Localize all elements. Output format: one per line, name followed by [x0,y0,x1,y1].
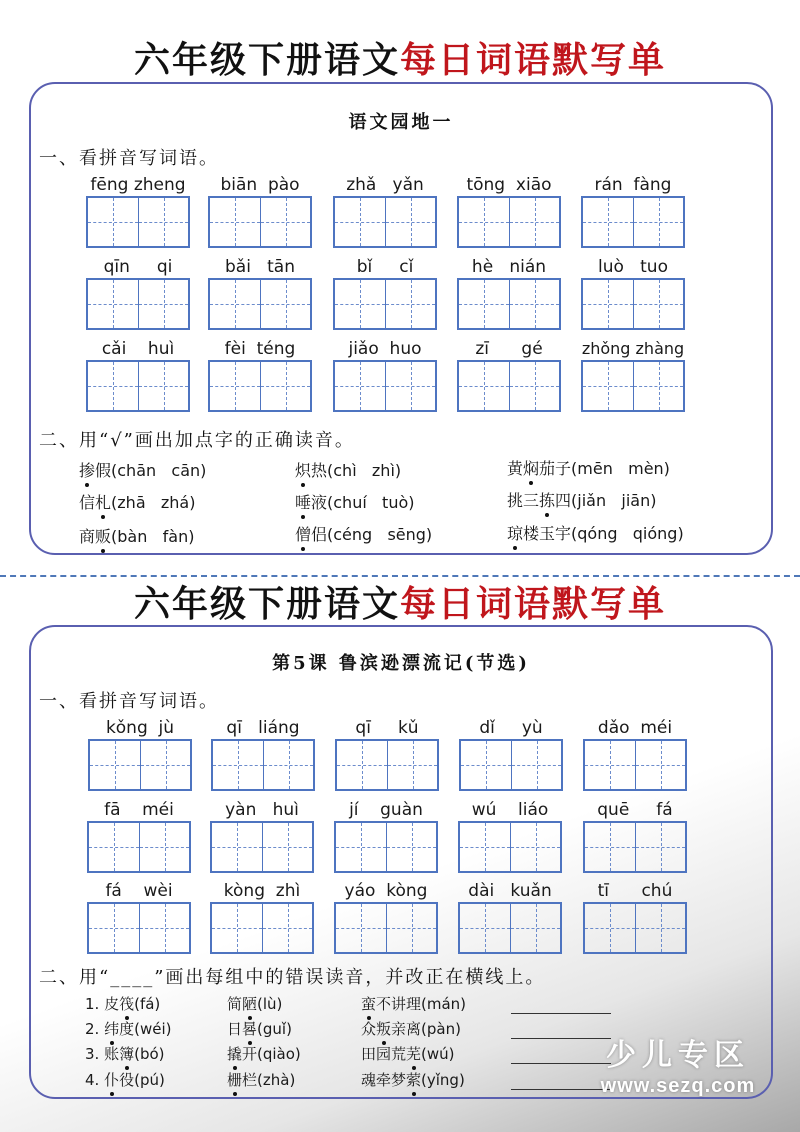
dotted-char: 僧 [295,522,311,545]
word-box[interactable] [583,799,687,873]
pinyin-label: yàn huì [225,800,299,820]
tianzige-box[interactable] [86,360,190,412]
correction-item [85,993,160,1014]
item-text: (lù) [257,995,283,1013]
tianzige-box[interactable] [334,902,438,954]
dotted-char: 仆 [104,1071,120,1089]
tianzige-box[interactable] [333,278,437,330]
pinyin-label: fá wèi [105,881,173,901]
tianzige-box[interactable] [581,278,685,330]
item-text: 茄子(mēn mèn) [539,459,670,478]
word-box[interactable] [211,717,315,791]
answer-line-1[interactable] [511,1013,611,1014]
dotted-char: 簿 [119,1045,135,1063]
part2-heading: 二、用“√”画出加点字的正确读音。 [39,430,355,451]
tianzige-box[interactable] [335,739,439,791]
word-box[interactable] [458,880,562,954]
watermark-url: www.sezq.com [600,1075,756,1097]
word-box[interactable] [86,338,190,412]
word-box[interactable] [581,174,685,248]
dotted-char: 陋 [242,995,258,1013]
pinyin-label: hè nián [471,257,547,277]
word-box[interactable] [334,880,438,954]
pinyin-label: bǎi tān [224,257,295,277]
item-text: 田园荒 [361,1045,407,1063]
tianzige-box[interactable] [458,821,562,873]
correction-item [361,1018,461,1039]
dotted-char: 炽 [295,458,311,481]
word-box[interactable] [457,338,561,412]
tianzige-box[interactable] [211,739,315,791]
worksheet-card [29,82,773,555]
tianzige-box[interactable] [208,196,312,248]
dotted-char: 掺 [79,458,95,481]
dotted-char: 纬 [104,1020,120,1038]
part2-heading: 二、用“____”画出每组中的错误读音，并改正在横线上。 [39,967,546,988]
tianzige-box[interactable] [86,196,190,248]
word-box[interactable] [581,338,685,412]
word-box[interactable] [87,799,191,873]
pinyin-label: wú liáo [471,800,549,820]
word-box[interactable] [208,256,312,330]
word-box[interactable] [457,256,561,330]
pinyin-label: qī liáng [226,718,300,738]
pinyin-label: fā méi [104,800,174,820]
item-text: 挑三 [507,491,540,510]
pinyin-label: tōng xiāo [466,175,552,195]
tianzige-box[interactable] [458,902,562,954]
correction-item [227,1069,295,1090]
cut-line-divider [0,575,800,577]
item-text: 开(qiào) [242,1045,301,1063]
word-box[interactable] [210,799,314,873]
tianzige-box[interactable] [333,196,437,248]
word-box[interactable] [333,256,437,330]
choice-item[interactable] [507,488,656,511]
item-text: 四(jiǎn jiān) [555,491,657,510]
tianzige-box[interactable] [86,278,190,330]
pinyin-label: biān pào [220,175,300,195]
item-text: 众 [361,1020,377,1038]
tianzige-box[interactable] [87,821,191,873]
item-text: 亲离(pàn) [391,1020,461,1038]
word-box[interactable] [87,880,191,954]
tianzige-box[interactable] [87,902,191,954]
item-text: 假(chān cān) [95,461,207,480]
item-text: 役(pú) [119,1071,165,1089]
pinyin-label: yáo kòng [344,881,428,901]
dotted-char: 贩 [95,524,111,547]
word-box[interactable] [459,717,563,791]
item-text: (bó) [134,1045,165,1063]
pinyin-label: cǎi huì [101,339,175,359]
pinyin-label: qī kǔ [355,718,419,738]
part1-heading: 一、看拼音写词语。 [39,691,219,712]
correction-item [85,1043,165,1064]
correction-item [85,1069,165,1090]
pinyin-label: jiǎo huo [348,339,422,359]
watermark-text: 少儿专区 [606,1038,750,1073]
choice-item[interactable] [295,458,401,481]
part1-heading: 一、看拼音写词语。 [39,148,219,169]
item-text: (fá) [134,995,161,1013]
tianzige-box[interactable] [333,360,437,412]
choice-item[interactable] [79,524,194,547]
pinyin-label: jí guàn [349,800,423,820]
dotted-char: 芜 [406,1045,422,1063]
word-box[interactable] [333,174,437,248]
pinyin-label: tī chú [597,881,673,901]
pinyin-label: rán fàng [594,175,672,195]
pinyin-row-1 [31,174,771,250]
section-title: 第5课 鲁滨逊漂流记(节选) [272,653,530,674]
word-box[interactable] [334,799,438,873]
item-text: (zhā zhá) [111,493,196,512]
pinyin-label: fēng zheng [90,175,186,195]
item-text: 3. 账 [85,1045,120,1063]
dotted-char: 晷 [242,1020,258,1038]
word-box[interactable] [210,880,314,954]
pinyin-label: dǎo méi [597,718,673,738]
correction-item [85,1018,171,1039]
tianzige-box[interactable] [581,196,685,248]
dotted-char: 萦 [406,1071,422,1089]
tianzige-box[interactable] [208,360,312,412]
item-text: (wú) [421,1045,455,1063]
section-title: 语文园地一 [348,112,454,133]
tianzige-box[interactable] [88,739,192,791]
site-watermark [578,1038,778,1098]
dotted-char: 琼 [507,521,523,544]
tianzige-box[interactable] [457,196,561,248]
item-text: (bàn fàn) [111,527,195,546]
pinyin-label: quē fá [597,800,673,820]
correction-item [227,1043,301,1064]
tianzige-box[interactable] [210,821,314,873]
item-text: 日 [227,1020,243,1038]
choice-item[interactable] [295,522,432,545]
pinyin-label: kòng zhì [223,881,301,901]
word-box[interactable] [88,717,192,791]
choice-item[interactable] [507,521,684,544]
item-text: 热(chì zhì) [311,461,402,480]
tianzige-box[interactable] [583,821,687,873]
dotted-char: 唾 [295,490,311,513]
pinyin-label: zī gé [475,339,543,359]
pinyin-row-3 [31,880,771,956]
correction-item [361,1069,465,1090]
pinyin-label: luò tuo [598,257,668,277]
dotted-char: 拣 [539,488,555,511]
word-box[interactable] [86,256,190,330]
worksheet-1 [0,0,800,565]
worksheet-title [0,40,800,80]
tianzige-box[interactable] [457,360,561,412]
item-text: 信 [79,493,96,512]
word-box[interactable] [208,338,312,412]
tianzige-box[interactable] [583,902,687,954]
word-box[interactable] [457,174,561,248]
pinyin-label: kǒng jù [105,718,175,738]
pinyin-label: fèi téng [224,339,296,359]
word-box[interactable] [458,799,562,873]
item-text: 简 [227,995,243,1013]
tianzige-box[interactable] [459,739,563,791]
item-text: 2. [85,1020,105,1038]
tianzige-box[interactable] [208,278,312,330]
item-text: (yǐng) [421,1071,465,1089]
dotted-char: 叛 [376,1020,392,1038]
word-box[interactable] [333,338,437,412]
item-text: 不讲理(mán) [376,995,467,1013]
tianzige-box[interactable] [334,821,438,873]
item-text: 1. 皮 [85,995,120,1013]
correction-item [227,1018,292,1039]
correction-item [361,1043,455,1064]
tianzige-box[interactable] [210,902,314,954]
item-text: 4. [85,1071,105,1089]
pinyin-row-2 [31,799,771,875]
title-daily: 每日词语默写单 [400,39,667,81]
word-box[interactable] [583,717,687,791]
item-text: 黄 [507,459,524,478]
item-text: 魂牵梦 [361,1071,407,1089]
title-daily: 每日词语默写单 [400,583,667,625]
pinyin-label: dài kuǎn [468,881,552,901]
worksheet-title [0,584,800,624]
pinyin-label: zhǒng zhàng [581,339,685,358]
item-text: 楼玉宇(qóng qióng) [523,524,684,543]
item-text: 液(chuí tuò) [311,493,415,512]
dotted-char: 蛮 [361,995,377,1013]
tianzige-box[interactable] [581,360,685,412]
word-box[interactable] [581,256,685,330]
pinyin-label: zhǎ yǎn [346,175,424,195]
correction-item [361,993,466,1014]
word-box[interactable] [583,880,687,954]
dotted-char: 栅 [227,1071,243,1089]
correction-item [227,993,282,1014]
item-text: 栏(zhà) [242,1071,296,1089]
dotted-char: 札 [95,490,111,513]
word-box[interactable] [86,174,190,248]
word-box[interactable] [208,174,312,248]
item-text: (guǐ) [257,1020,292,1038]
worksheet-card [29,625,773,1099]
item-text: 度(wéi) [119,1020,172,1038]
choice-item[interactable] [79,458,206,481]
title-grade: 六年级下册语文 [133,39,400,81]
pinyin-row-2 [31,256,771,332]
pinyin-label: qīn qi [103,257,173,277]
dotted-char: 筏 [119,995,135,1013]
pinyin-row-1 [31,717,771,793]
pinyin-label: bǐ cǐ [356,257,414,277]
word-box[interactable] [335,717,439,791]
dotted-char: 焖 [523,456,539,479]
title-grade: 六年级下册语文 [133,583,400,625]
choice-item[interactable] [295,490,415,513]
item-text: 侣(céng sēng) [311,525,433,544]
tianzige-box[interactable] [583,739,687,791]
dotted-char: 撬 [227,1045,243,1063]
tianzige-box[interactable] [457,278,561,330]
choice-item[interactable] [79,490,195,513]
choice-item[interactable] [507,456,670,479]
pinyin-row-3 [31,338,771,414]
item-text: 商 [79,527,96,546]
pinyin-label: dǐ yù [479,718,543,738]
